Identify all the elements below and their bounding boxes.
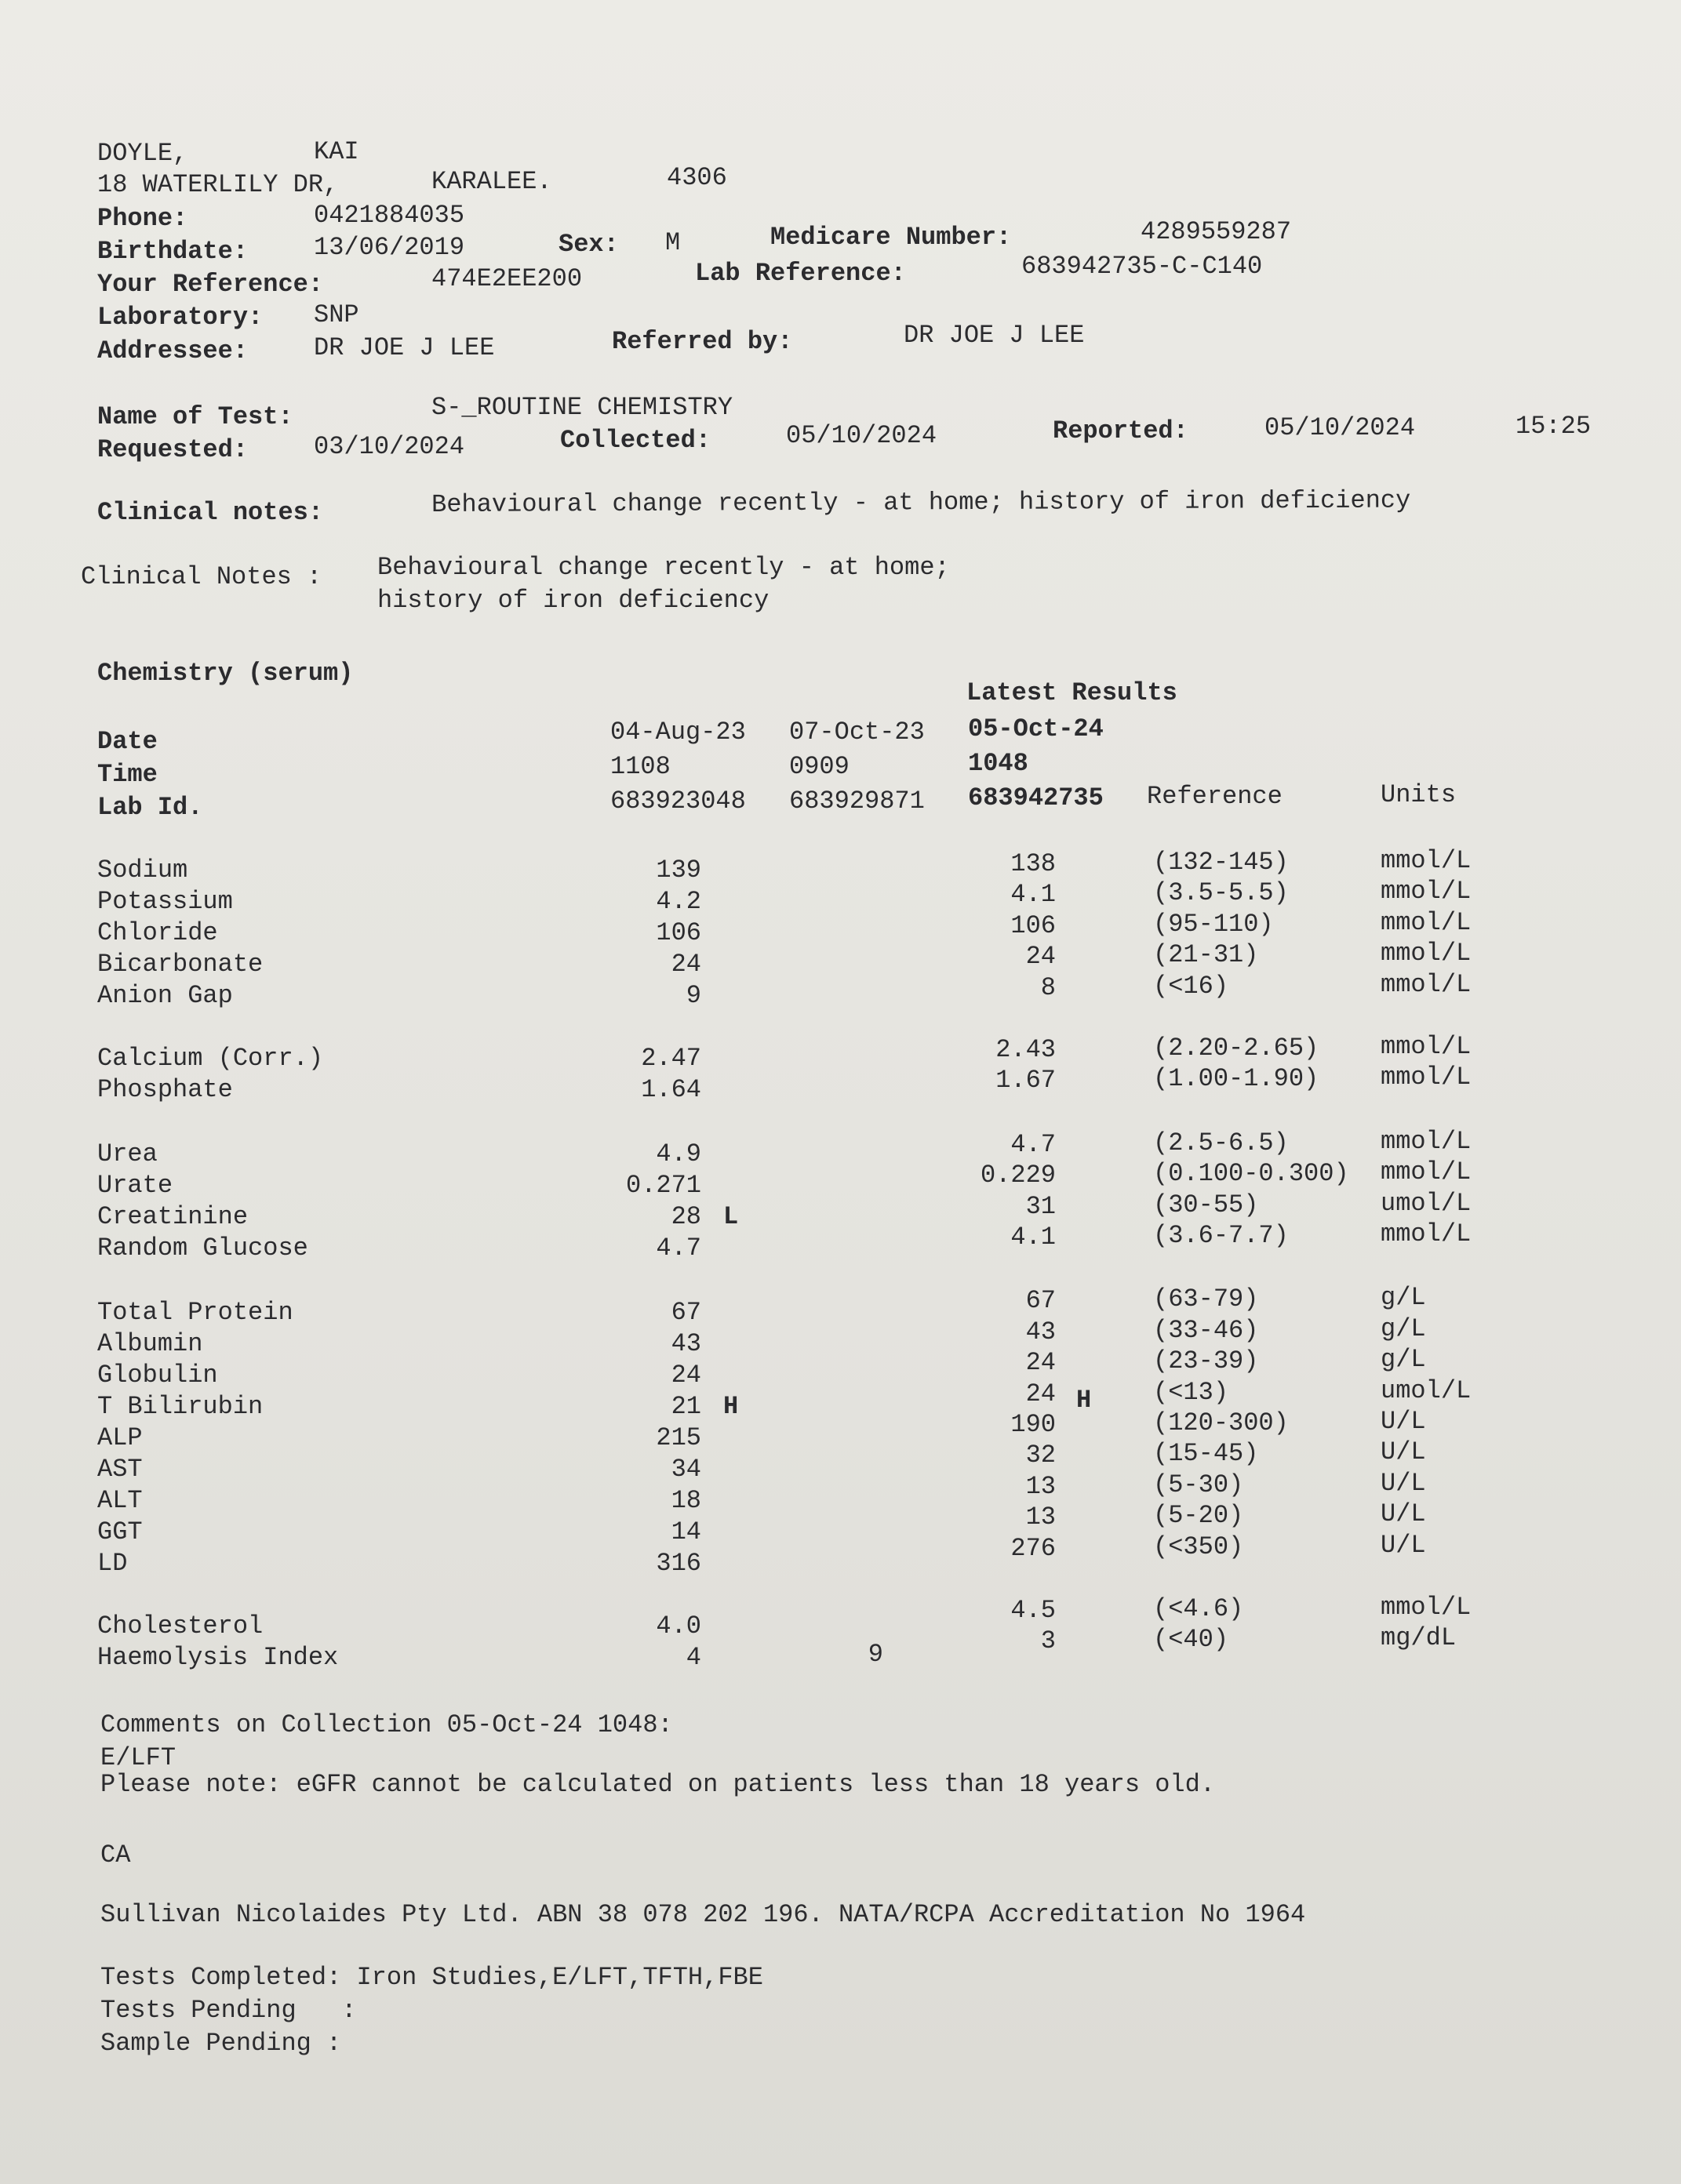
lab-accreditation-line: Sullivan Nicolaides Pty Ltd. ABN 38 078 202 196. NATA/RCPA Accreditation No 1964	[100, 1900, 1306, 1929]
result-value-latest: 0.229	[980, 1161, 1056, 1190]
sample-pending: Sample Pending :	[100, 2029, 342, 2058]
address-street: 18 WATERLILY DR,	[97, 170, 339, 199]
result-value-latest: 190	[1010, 1410, 1056, 1439]
result-units: mmol/L	[1381, 1032, 1472, 1061]
your-reference-value: 474E2EE200	[431, 264, 583, 293]
medicare-value: 4289559287	[1141, 217, 1292, 246]
patient-surname: DOYLE,	[97, 139, 188, 168]
result-name: Random Glucose	[97, 1234, 308, 1263]
result-value-latest: 276	[1010, 1534, 1056, 1563]
result-units: U/L	[1381, 1499, 1426, 1528]
result-reference-range: (5-20)	[1153, 1501, 1244, 1530]
labid-col-1: 683923048	[610, 787, 746, 816]
result-units: mmol/L	[1381, 908, 1472, 937]
result-value-latest: 8	[1040, 973, 1056, 1002]
requested-value: 03/10/2024	[314, 432, 465, 461]
date-row-label: Date	[97, 727, 158, 756]
result-value-col-1: 18	[671, 1486, 701, 1515]
result-name: Haemolysis Index	[97, 1643, 339, 1672]
result-flag-col-1: L	[723, 1202, 739, 1231]
date-col-latest: 05-Oct-24	[968, 714, 1104, 743]
result-reference-range: (<13)	[1153, 1378, 1229, 1407]
requested-label: Requested:	[97, 435, 249, 464]
result-name: ALT	[97, 1486, 143, 1515]
result-reference-range: (15-45)	[1153, 1439, 1259, 1468]
result-value-col-1: 67	[671, 1298, 701, 1327]
result-value-col-1: 4.2	[656, 887, 701, 916]
tests-pending: Tests Pending :	[100, 1996, 357, 2025]
result-units: umol/L	[1381, 1376, 1472, 1405]
collected-value: 05/10/2024	[786, 421, 937, 450]
result-value-latest: 4.1	[1010, 880, 1056, 909]
result-name: Calcium (Corr.)	[97, 1044, 324, 1073]
result-name: LD	[97, 1549, 128, 1578]
result-name: Phosphate	[97, 1075, 233, 1104]
result-value-col-2: 9	[868, 1640, 883, 1669]
tests-completed: Tests Completed: Iron Studies,E/LFT,TFTH,FBE	[100, 1963, 763, 1992]
result-value-col-1: 316	[656, 1549, 701, 1578]
birthdate-label: Birthdate:	[97, 237, 249, 266]
result-name: Urate	[97, 1171, 173, 1200]
result-name: Potassium	[97, 887, 233, 916]
clinical-notes-line-1: Behavioural change recently - at home;	[377, 553, 950, 582]
labid-col-2: 683929871	[789, 787, 925, 816]
result-units: g/L	[1381, 1345, 1426, 1374]
result-name: AST	[97, 1455, 143, 1484]
result-value-col-1: 43	[671, 1329, 701, 1358]
result-value-latest: 24	[1025, 1379, 1056, 1408]
result-value-col-1: 106	[656, 918, 701, 947]
result-value-col-1: 24	[671, 950, 701, 979]
address-suburb: KARALEE.	[431, 167, 552, 196]
result-name: ALP	[97, 1423, 143, 1452]
comments-line-2: Please note: eGFR cannot be calculated on patients less than 18 years old.	[100, 1770, 1216, 1799]
result-reference-range: (95-110)	[1153, 910, 1274, 939]
result-reference-range: (63-79)	[1153, 1285, 1259, 1314]
result-value-col-1: 1.64	[641, 1075, 701, 1104]
result-value-latest: 67	[1025, 1286, 1056, 1315]
result-flag-col-1: H	[723, 1392, 739, 1421]
date-col-1: 04-Aug-23	[610, 718, 746, 747]
units-header: Units	[1381, 780, 1457, 809]
result-units: g/L	[1381, 1314, 1426, 1343]
result-units: U/L	[1381, 1469, 1426, 1498]
result-value-col-1: 21	[671, 1392, 701, 1421]
result-units: mmol/L	[1381, 1127, 1472, 1156]
result-units: mmol/L	[1381, 1219, 1472, 1248]
result-name: GGT	[97, 1517, 143, 1546]
laboratory-value: SNP	[314, 300, 359, 329]
comments-heading: Comments on Collection 05-Oct-24 1048:	[100, 1710, 673, 1739]
result-value-latest: 4.5	[1010, 1596, 1056, 1625]
test-name-value: S-_ROUTINE CHEMISTRY	[431, 393, 733, 422]
result-units: mmol/L	[1381, 846, 1472, 875]
result-name: Anion Gap	[97, 981, 233, 1010]
referred-by-label: Referred by:	[612, 327, 793, 356]
result-name: Urea	[97, 1139, 158, 1168]
result-value-col-1: 139	[656, 856, 701, 885]
birthdate-value: 13/06/2019	[314, 233, 465, 262]
result-value-latest: 1.67	[995, 1066, 1056, 1095]
sex-label: Sex:	[559, 230, 619, 259]
result-reference-range: (21-31)	[1153, 940, 1259, 969]
result-units: U/L	[1381, 1407, 1426, 1436]
result-reference-range: (30-55)	[1153, 1190, 1259, 1219]
result-reference-range: (23-39)	[1153, 1346, 1259, 1375]
result-value-col-1: 2.47	[641, 1044, 701, 1073]
result-name: Cholesterol	[97, 1612, 264, 1641]
result-reference-range: (<4.6)	[1153, 1594, 1244, 1623]
test-name-label: Name of Test:	[97, 402, 293, 431]
clinical-notes-plain-label: Clinical Notes :	[81, 562, 322, 591]
result-name: Creatinine	[97, 1202, 249, 1231]
labid-col-latest: 683942735	[968, 783, 1104, 812]
result-value-latest: 106	[1010, 911, 1056, 940]
result-units: U/L	[1381, 1437, 1426, 1466]
time-row-label: Time	[97, 760, 158, 789]
clinical-notes-text: Behavioural change recently - at home; history of iron deficiency	[431, 485, 1411, 519]
lab-reference-value: 683942735-C-C140	[1021, 252, 1263, 281]
result-units: mmol/L	[1381, 939, 1472, 968]
result-reference-range: (<40)	[1153, 1625, 1229, 1654]
result-name: T Bilirubin	[97, 1392, 264, 1421]
latest-results-label: Latest Results	[966, 678, 1177, 707]
result-reference-range: (1.00-1.90)	[1153, 1064, 1319, 1093]
result-reference-range: (0.100-0.300)	[1153, 1159, 1349, 1188]
clinical-notes-line-2: history of iron deficiency	[377, 586, 770, 615]
result-units: mg/dL	[1381, 1623, 1457, 1652]
result-reference-range: (33-46)	[1153, 1316, 1259, 1345]
result-name: Bicarbonate	[97, 950, 264, 979]
medicare-label: Medicare Number:	[770, 223, 1012, 252]
result-value-latest: 31	[1025, 1192, 1056, 1221]
addressee-value: DR JOE J LEE	[314, 333, 495, 362]
result-name: Sodium	[97, 856, 188, 885]
result-reference-range: (<350)	[1153, 1532, 1244, 1561]
result-value-col-1: 28	[671, 1202, 701, 1231]
result-value-col-1: 4.0	[656, 1612, 701, 1641]
phone-value: 0421884035	[314, 201, 465, 230]
lab-reference-label: Lab Reference:	[695, 259, 906, 288]
result-reference-range: (2.5-6.5)	[1153, 1128, 1289, 1157]
sex-value: M	[665, 228, 681, 257]
result-units: U/L	[1381, 1531, 1426, 1560]
result-reference-range: (3.6-7.7)	[1153, 1221, 1289, 1250]
result-value-latest: 4.1	[1010, 1223, 1056, 1252]
result-reference-range: (<16)	[1153, 972, 1229, 1001]
clinical-notes-label: Clinical notes:	[97, 498, 324, 527]
labid-row-label: Lab Id.	[97, 793, 203, 822]
result-value-col-1: 24	[671, 1361, 701, 1390]
result-reference-range: (2.20-2.65)	[1153, 1034, 1319, 1063]
result-value-latest: 13	[1025, 1472, 1056, 1501]
result-value-latest: 43	[1025, 1317, 1056, 1346]
result-value-latest: 2.43	[995, 1035, 1056, 1064]
result-value-latest: 24	[1025, 1348, 1056, 1377]
result-value-latest: 13	[1025, 1503, 1056, 1532]
result-value-latest: 138	[1010, 849, 1056, 878]
result-name: Albumin	[97, 1329, 203, 1358]
referred-by-value: DR JOE J LEE	[904, 321, 1085, 350]
reported-time: 15:25	[1515, 412, 1592, 441]
result-value-col-1: 4.7	[656, 1234, 701, 1263]
result-name: Globulin	[97, 1361, 218, 1390]
phone-label: Phone:	[97, 204, 188, 233]
address-postcode: 4306	[667, 163, 727, 192]
reported-label: Reported:	[1053, 416, 1188, 445]
collected-label: Collected:	[560, 426, 711, 455]
result-value-latest: 3	[1040, 1626, 1056, 1655]
comments-initials: CA	[100, 1841, 131, 1870]
comments-line-1: E/LFT	[100, 1743, 176, 1772]
result-value-col-1: 34	[671, 1455, 701, 1484]
result-value-col-1: 215	[656, 1423, 701, 1452]
result-name: Total Protein	[97, 1298, 293, 1327]
result-value-col-1: 9	[686, 981, 701, 1010]
result-value-latest: 32	[1025, 1441, 1056, 1470]
time-col-2: 0909	[789, 752, 850, 781]
result-units: mmol/L	[1381, 1063, 1472, 1092]
result-flag-latest: H	[1076, 1386, 1092, 1415]
result-name: Chloride	[97, 918, 218, 947]
result-units: mmol/L	[1381, 970, 1472, 999]
result-units: mmol/L	[1381, 877, 1472, 906]
result-units: g/L	[1381, 1283, 1426, 1312]
date-col-2: 07-Oct-23	[789, 718, 925, 747]
patient-given-name: KAI	[314, 137, 359, 166]
result-units: mmol/L	[1381, 1593, 1472, 1622]
result-reference-range: (120-300)	[1153, 1408, 1289, 1437]
result-reference-range: (3.5-5.5)	[1153, 878, 1289, 907]
result-value-col-1: 4	[686, 1643, 701, 1672]
result-value-col-1: 0.271	[625, 1171, 701, 1200]
result-value-latest: 4.7	[1010, 1130, 1056, 1159]
reference-header: Reference	[1147, 782, 1283, 811]
your-reference-label: Your Reference:	[97, 270, 324, 299]
result-value-col-1: 14	[671, 1517, 701, 1546]
result-value-col-1: 4.9	[656, 1139, 701, 1168]
result-reference-range: (5-30)	[1153, 1470, 1244, 1499]
time-col-latest: 1048	[968, 749, 1028, 778]
time-col-1: 1108	[610, 752, 671, 781]
result-units: mmol/L	[1381, 1157, 1472, 1186]
chemistry-title: Chemistry (serum)	[97, 659, 354, 688]
reported-value: 05/10/2024	[1264, 413, 1416, 442]
result-value-latest: 24	[1025, 942, 1056, 971]
addressee-label: Addressee:	[97, 336, 249, 365]
laboratory-label: Laboratory:	[97, 303, 264, 332]
result-reference-range: (132-145)	[1153, 848, 1289, 877]
result-units: umol/L	[1381, 1189, 1472, 1218]
